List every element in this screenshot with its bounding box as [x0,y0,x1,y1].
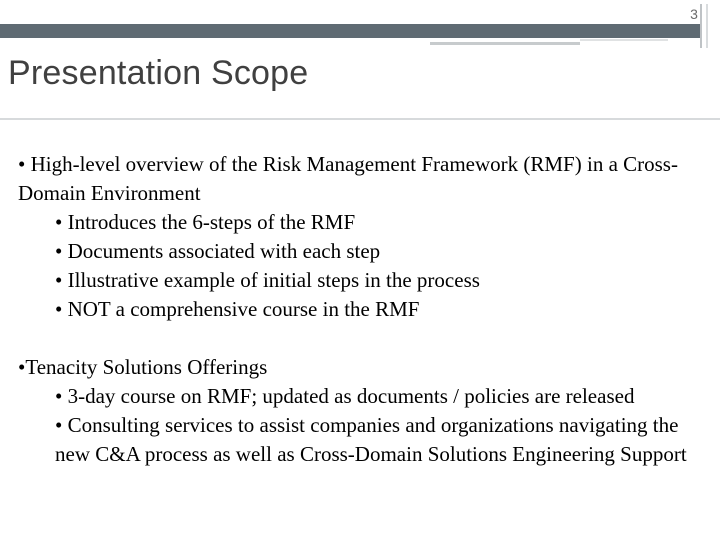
header-accent-rule [430,42,580,45]
sub-bullet-six-steps: • Introduces the 6-steps of the RMF [55,210,356,234]
sub-bullet-consulting: • Consulting services to assist companies and organizations navigating the new C&A process as well as Cross-Domain Solutions Engineering Support [55,413,687,466]
top-band [0,0,720,24]
sub-bullet-course: • 3-day course on RMF; updated as documents / policies are released [55,384,635,408]
sub-bullet-not-comprehensive: • NOT a comprehensive course in the RMF [55,297,420,321]
page-number-divider-secondary [706,4,708,48]
title-divider [0,118,720,120]
sub-bullet-illustrative-example: • Illustrative example of initial steps in the process [55,268,480,292]
sub-bullet-documents: • Documents associated with each step [55,239,381,263]
slide-title: Presentation Scope [8,54,309,92]
section-gap [18,324,708,353]
bullet-overview: • High-level overview of the Risk Management Framework (RMF) in a Cross-Domain Environment [18,152,678,205]
page-number: 3 [690,6,698,22]
header-bar [0,24,700,38]
slide-body [18,150,708,469]
bullet-offerings: •Tenacity Solutions Offerings [18,355,268,379]
header-accent-rule-short [580,39,668,41]
